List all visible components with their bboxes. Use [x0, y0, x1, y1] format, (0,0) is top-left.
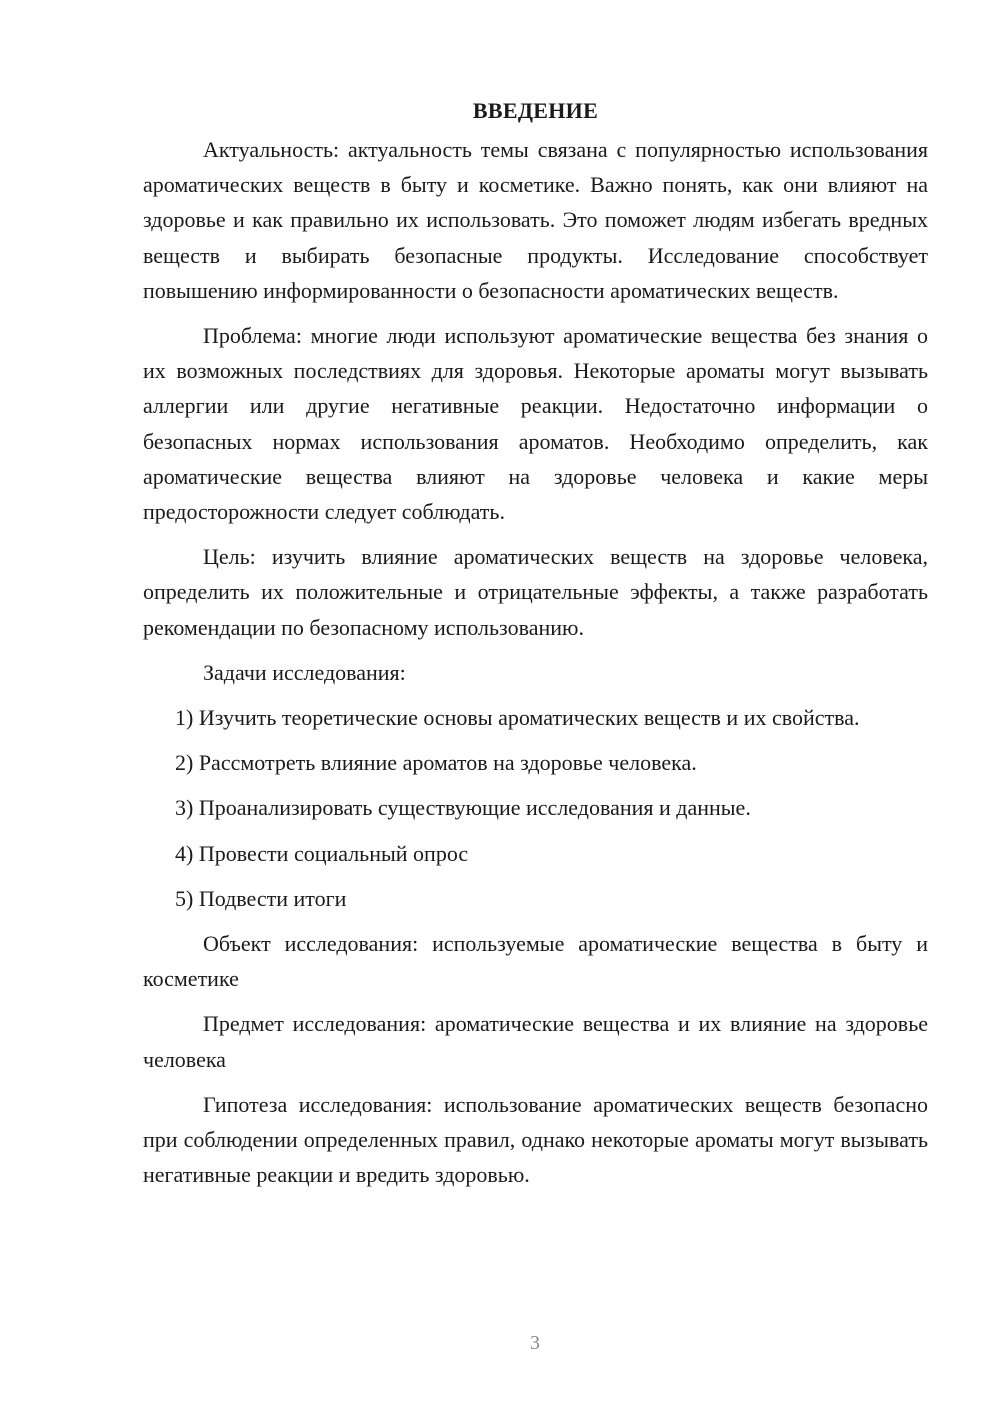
paragraph-relevance: Актуальность: актуальность темы связана с популярностью использования ароматических веществ в быту и косметике. Важно понять, как они влияют на здоровье и как правильно их использовать. Это поможет людям избегать вредных веществ и выбирать безопасные продукты. Исследование способствует повышению информированности о безопасности ароматических веществ.	[143, 137, 928, 303]
paragraph-hypothesis: Гипотеза исследования: использование ароматических веществ безопасно при соблюдении определенных правил, однако некоторые ароматы могут вызывать негативные реакции и вредить здоровью.	[143, 1091, 928, 1188]
list-item-task-4: 4) Провести социальный опрос	[175, 840, 469, 866]
page-number: 3	[530, 1332, 540, 1354]
paragraph-goal: Цель: изучить влияние ароматических веществ на здоровье человека, определить их положительные и отрицательные эффекты, а также разработать рекомендации по безопасному использованию.	[143, 544, 928, 640]
paragraph-subject: Предмет исследования: ароматические вещества и их влияние на здоровье человека	[143, 1011, 928, 1072]
list-item-task-5: 5) Подвести итоги	[175, 885, 347, 911]
paragraph-object: Объект исследования: используемые ароматические вещества в быту и косметике	[143, 931, 928, 992]
list-item-task-3: 3) Проанализировать существующие исследования и данные.	[175, 795, 751, 821]
document-page	[143, 96, 928, 1202]
section-title: ВВЕДЕНИЕ	[472, 98, 599, 123]
list-item-task-2: 2) Рассмотреть влияние ароматов на здоровье человека.	[175, 750, 697, 776]
paragraph-problem: Проблема: многие люди используют ароматические вещества без знания о их возможных последствиях для здоровья. Некоторые ароматы могут вызывать аллергии или другие негативные реакции. Недостаточно информации о безопасных нормах использования ароматов. Необходимо определить, как ароматические вещества влияют на здоровье человека и какие меры предосторожности следует соблюдать.	[143, 323, 928, 525]
list-item-task-1: 1) Изучить теоретические основы ароматических веществ и их свойства.	[175, 705, 860, 731]
tasks-heading: Задачи исследования:	[203, 659, 406, 685]
